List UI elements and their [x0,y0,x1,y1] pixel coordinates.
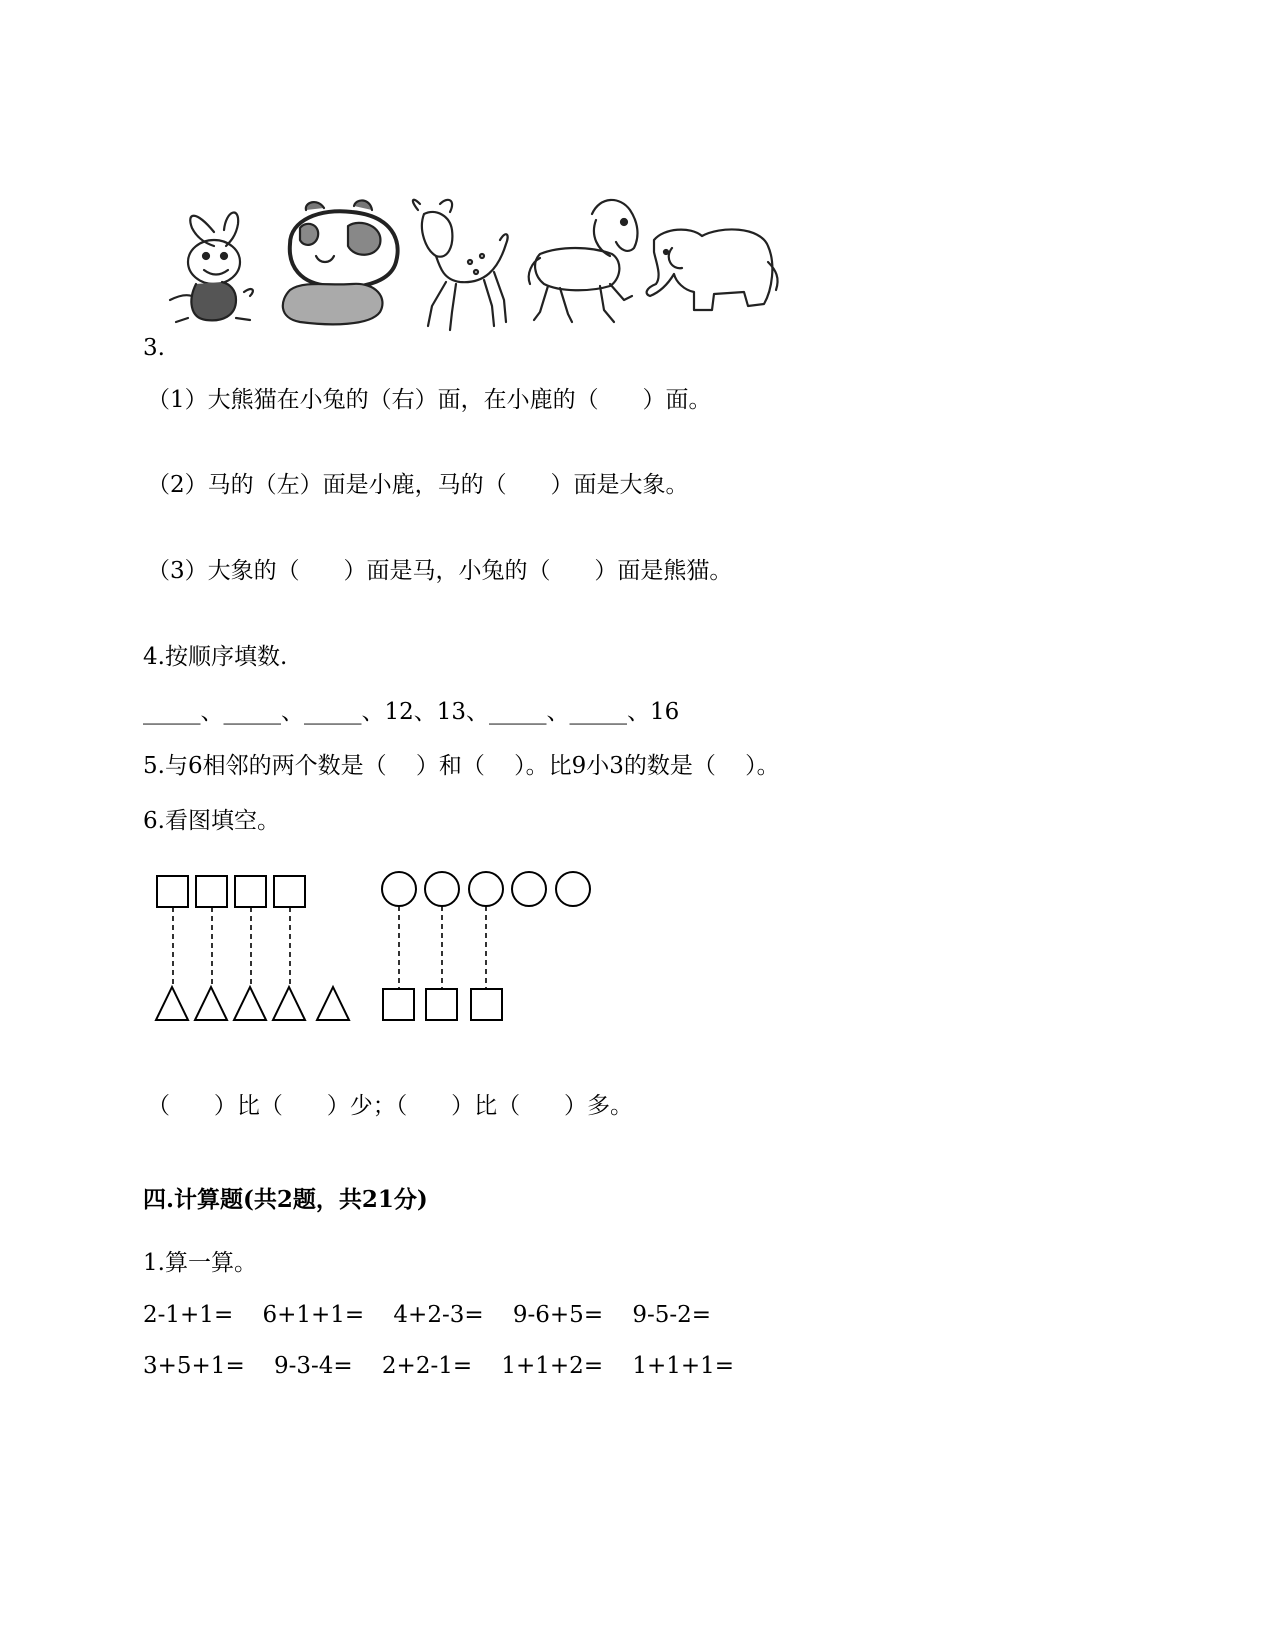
q4-sequence: _____、_____、_____、12、13、_____、_____、16 [143,699,680,725]
triangle-shape [195,987,227,1020]
circle-shape [382,872,416,906]
triangle-shape [317,987,349,1020]
q3-line-1: （1）大熊猫在小兔的（右）面，在小鹿的（ ）面。 [147,387,712,413]
q3-line-2: （2）马的（左）面是小鹿，马的（ ）面是大象。 [147,472,689,498]
section-4-heading: 四.计算题(共2题，共21分) [143,1186,428,1213]
q6-title: 6.看图填空。 [143,808,280,834]
deer-icon [413,200,508,330]
circle-shape [556,872,590,906]
square-shape [235,876,266,907]
circle-shape [512,872,546,906]
horse-icon [529,200,638,322]
square-shape [383,989,414,1020]
calc-q1-title: 1.算一算。 [143,1250,257,1276]
circle-shape [469,872,503,906]
q5-text: 5.与6相邻的两个数是（ ）和（ ）。比9小3的数是（ ）。 [143,753,780,779]
triangle-shape [273,987,305,1020]
square-shape [426,989,457,1020]
square-shape [471,989,502,1020]
square-shape [157,876,188,907]
q6-answer: （ ）比（ ）少；（ ）比（ ）多。 [147,1093,633,1119]
rabbit-icon [170,213,253,322]
calc-row-2: 3+5+1= 9-3-4= 2+2-1= 1+1+2= 1+1+1= [143,1353,735,1379]
square-shape [274,876,305,907]
elephant-icon [647,229,778,310]
q3-line-3: （3）大象的（ ）面是马，小兔的（ ）面是熊猫。 [147,558,733,584]
triangle-shape [234,987,266,1020]
panda-icon [283,200,398,324]
q3-number: 3. [143,335,165,361]
q4-title: 4.按顺序填数. [143,644,288,670]
square-shape [196,876,227,907]
circle-shape [425,872,459,906]
calc-row-1: 2-1+1= 6+1+1= 4+2-3= 9-6+5= 9-5-2= [143,1302,712,1328]
animals-illustration [0,0,1275,360]
triangle-shape [156,987,188,1020]
